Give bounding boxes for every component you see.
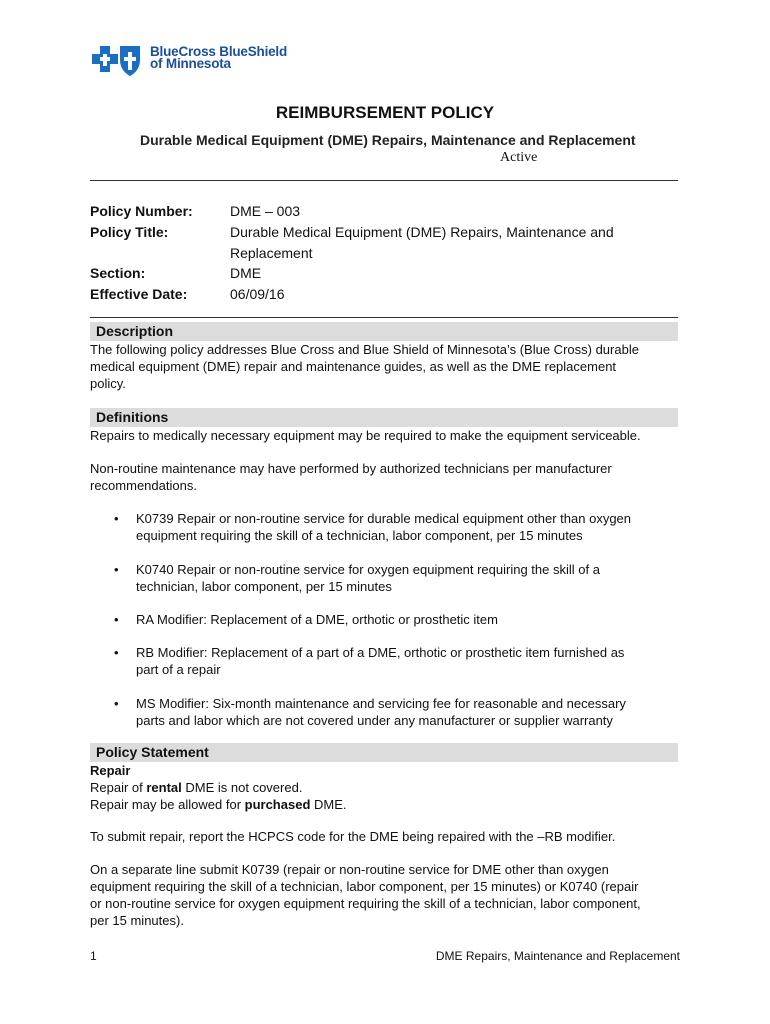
rental-emphasis: rental <box>146 780 182 795</box>
cross-shield-icon <box>92 44 144 78</box>
bullet-icon: • <box>114 696 119 711</box>
bcbs-logo <box>92 44 287 78</box>
bullet-line: equipment requiring the skill of a technician, labor component, per 15 minutes <box>136 528 583 543</box>
purchased-emphasis: purchased <box>244 797 311 812</box>
policy-title-value-2: Replacement <box>230 245 313 261</box>
policy-title-label: Policy Title: <box>90 224 169 240</box>
bullet-icon: • <box>114 511 119 526</box>
policy-statement-heading <box>90 743 678 762</box>
rental-line: Repair of rental DME is not covered. <box>90 780 303 795</box>
separate-line: or non-routine service for oxygen equipment requiring the skill of a technician, labor component, <box>90 896 641 911</box>
purchased-line: Repair may be allowed for purchased DME. <box>90 797 347 812</box>
description-line: The following policy addresses Blue Cross and Blue Shield of Minnesota’s (Blue Cross) durable <box>90 342 639 357</box>
separate-line: per 15 minutes). <box>90 913 184 928</box>
logo-line-1: BlueCross BlueShield <box>150 44 288 59</box>
section-label: Section: <box>90 265 146 281</box>
definitions-para-2-line: recommendations. <box>90 478 197 493</box>
logo-line-2: of Minnesota <box>150 56 231 71</box>
divider-meta <box>90 317 678 318</box>
bullet-line: technician, labor component, per 15 minutes <box>136 579 392 594</box>
description-heading <box>90 322 678 341</box>
description-text <box>90 341 680 392</box>
description-line: policy. <box>90 376 126 391</box>
definitions-para-2-line: Non-routine maintenance may have performed by authorized technicians per manufacturer <box>90 461 612 476</box>
definitions-para-2 <box>90 460 680 494</box>
submit-repair-para: To submit repair, report the HCPCS code for the DME being repaired with the –RB modifier. <box>90 829 616 844</box>
definitions-heading <box>90 408 678 427</box>
effective-date-value: 06/09/16 <box>230 286 285 302</box>
separate-line: On a separate line submit K0739 (repair or non-routine service for DME other than oxygen <box>90 862 609 877</box>
section-value: DME <box>230 265 262 281</box>
page-number: 1 <box>90 949 97 963</box>
bullet-line: MS Modifier: Six-month maintenance and servicing fee for reasonable and necessary <box>136 696 626 711</box>
policy-number-value: DME – 003 <box>230 203 301 219</box>
policy-title-value: Durable Medical Equipment (DME) Repairs, Maintenance and <box>230 224 614 240</box>
policy-number-label: Policy Number: <box>90 203 193 219</box>
bullet-icon: • <box>114 645 119 660</box>
bullet-line: K0740 Repair or non-routine service for oxygen equipment requiring the skill of a <box>136 562 600 577</box>
bullet-icon: • <box>114 612 119 627</box>
document-subtitle: Durable Medical Equipment (DME) Repairs, Maintenance and Replacement <box>140 132 636 148</box>
bullet-icon: • <box>114 562 119 577</box>
repair-heading: Repair <box>90 763 131 778</box>
bullet-line: RA Modifier: Replacement of a DME, orthotic or prosthetic item <box>136 612 498 627</box>
bullet-line: RB Modifier: Replacement of a part of a DME, orthotic or prosthetic item furnished as <box>136 645 625 660</box>
footer-title: DME Repairs, Maintenance and Replacement <box>435 949 680 963</box>
effective-date-label: Effective Date: <box>90 286 188 302</box>
separate-line: equipment requiring the skill of a technician, labor component, per 15 minutes) or K0740 (repair <box>90 879 639 894</box>
separate-line-para <box>90 861 680 929</box>
policy-statement-heading-text: Policy Statement <box>96 744 209 760</box>
bullet-line: parts and labor which are not covered under any manufacturer or supplier warranty <box>136 713 613 728</box>
definitions-heading-text: Definitions <box>96 409 169 425</box>
document-status: Active <box>500 150 538 165</box>
divider-top <box>90 180 678 181</box>
document-title: REIMBURSEMENT POLICY <box>275 103 495 122</box>
logo-text <box>150 46 287 70</box>
description-heading-text: Description <box>96 323 174 339</box>
repair-subsection <box>90 762 680 813</box>
definitions-para-1: Repairs to medically necessary equipment may be required to make the equipment serviceable. <box>90 428 641 443</box>
bullet-line: K0739 Repair or non-routine service for durable medical equipment other than oxygen <box>136 511 632 526</box>
description-line: medical equipment (DME) repair and maintenance guides, as well as the DME replacement <box>90 359 617 374</box>
bullet-line: part of a repair <box>136 662 221 677</box>
